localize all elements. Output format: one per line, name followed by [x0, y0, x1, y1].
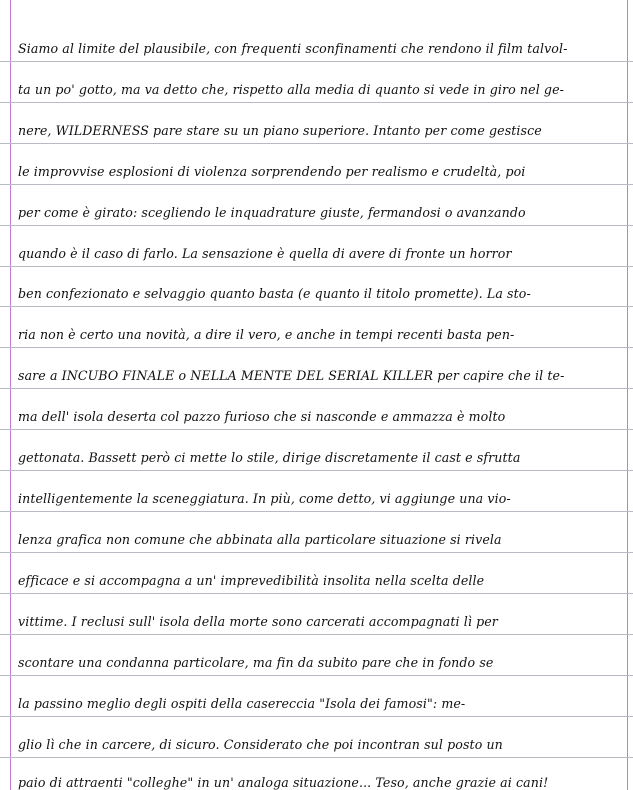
handwritten-line: sare a INCUBO FINALE o NELLA MENTE DEL SERIAL KILLER per capire che il te- — [18, 368, 565, 383]
handwritten-line: per come è girato: scegliendo le inquadrature giuste, fermandosi o avanzando — [18, 205, 526, 220]
ruled-line — [0, 716, 633, 717]
ruled-line — [0, 306, 633, 307]
handwritten-line: quando è il caso di farlo. La sensazione è quella di avere di fronte un horror — [18, 246, 512, 261]
ruled-line — [0, 61, 633, 62]
handwritten-line: intelligentemente la sceneggiatura. In più, come detto, vi aggiunge una vio- — [18, 491, 511, 506]
ruled-line — [0, 347, 633, 348]
handwritten-line: vittime. I reclusi sull' isola della morte sono carcerati accompagnati lì per — [18, 614, 498, 629]
handwritten-line: la passino meglio degli ospiti della casereccia "Isola dei famosi": me- — [18, 696, 466, 711]
ruled-line — [0, 470, 633, 471]
left-margin-line — [10, 0, 11, 790]
handwritten-line: efficace e si accompagna a un' imprevedibilità insolita nella scelta delle — [18, 573, 485, 588]
handwritten-line: ta un po' gotto, ma va detto che, rispetto alla media di quanto si vede in giro nel ge- — [18, 82, 564, 97]
ruled-line — [0, 388, 633, 389]
ruled-line — [0, 225, 633, 226]
handwritten-line: Siamo al limite del plausibile, con frequenti sconfinamenti che rendono il film talvol- — [18, 41, 568, 56]
ruled-line — [0, 102, 633, 103]
right-margin-line — [627, 0, 628, 790]
ruled-line — [0, 266, 633, 267]
handwritten-line: ria non è certo una novità, a dire il vero, e anche in tempi recenti basta pen- — [18, 327, 515, 342]
ruled-line — [0, 429, 633, 430]
handwritten-line: glio lì che in carcere, di sicuro. Considerato che poi incontran sul posto un — [18, 737, 503, 752]
ruled-line — [0, 552, 633, 553]
ruled-line — [0, 143, 633, 144]
handwritten-line: le improvvise esplosioni di violenza sorprendendo per realismo e crudeltà, poi — [18, 164, 526, 179]
handwritten-line: paio di attraenti "colleghe" in un' analoga situazione... Teso, anche grazie ai cani! — [18, 775, 549, 790]
ruled-line — [0, 593, 633, 594]
handwritten-line: ma dell' isola deserta col pazzo furioso che si nasconde e ammazza è molto — [18, 409, 506, 424]
ruled-line — [0, 511, 633, 512]
ruled-line — [0, 634, 633, 635]
handwritten-line: lenza grafica non comune che abbinata alla particolare situazione si rivela — [18, 532, 502, 547]
handwritten-line: scontare una condanna particolare, ma fin da subito pare che in fondo se — [18, 655, 494, 670]
handwritten-line: gettonata. Bassett però ci mette lo stile, dirige discretamente il cast e sfrutta — [18, 450, 521, 465]
ruled-line — [0, 184, 633, 185]
ruled-line — [0, 757, 633, 758]
handwritten-line: ben confezionato e selvaggio quanto basta (e quanto il titolo promette). La sto- — [18, 286, 531, 301]
ruled-line — [0, 675, 633, 676]
handwritten-line: nere, WILDERNESS pare stare su un piano superiore. Intanto per come gestisce — [18, 123, 542, 138]
